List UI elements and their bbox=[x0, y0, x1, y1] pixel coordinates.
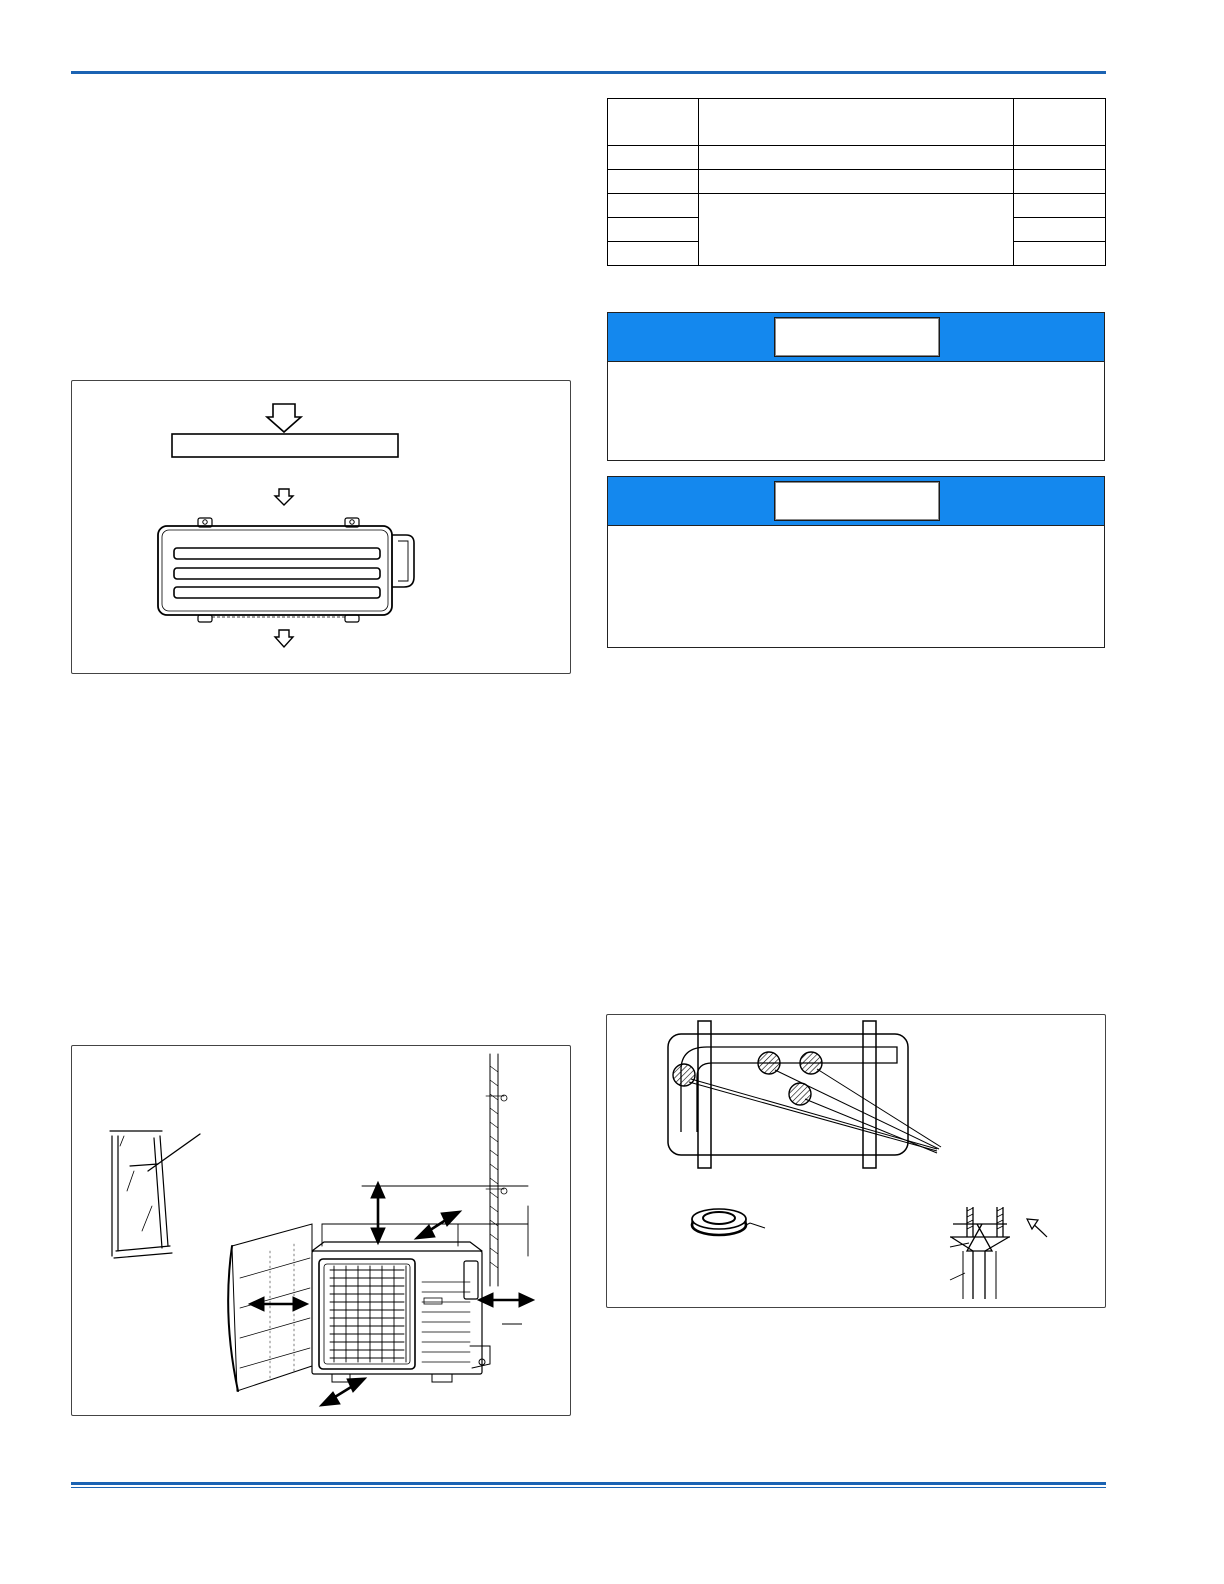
clearance-arrow-rear-icon bbox=[415, 1211, 461, 1239]
clearance-arrow-left-icon bbox=[249, 1297, 308, 1311]
flare-fitting-icon bbox=[950, 1207, 1010, 1299]
notice-signal-word-box bbox=[774, 481, 940, 521]
window-icon bbox=[110, 1131, 172, 1258]
figure-mounting-holes-and-grommet bbox=[606, 1014, 1106, 1308]
footer-rule bbox=[71, 1482, 1106, 1485]
table-row bbox=[608, 170, 1106, 194]
outdoor-unit-drawing bbox=[72, 1046, 572, 1417]
table-merged-cell bbox=[699, 194, 1014, 266]
downspout-pipe-icon bbox=[486, 1054, 507, 1286]
table-cell bbox=[699, 146, 1014, 170]
figure-outdoor-unit-clearance bbox=[71, 1045, 571, 1416]
table-cell bbox=[1014, 194, 1106, 218]
table-cell bbox=[608, 242, 699, 266]
indoor-unit-icon bbox=[158, 518, 414, 622]
table-cell bbox=[608, 218, 699, 242]
clearance-arrow-top-icon bbox=[371, 1182, 385, 1244]
grommet-icon bbox=[692, 1209, 765, 1235]
bracket-right bbox=[863, 1021, 876, 1168]
table-cell bbox=[608, 99, 699, 146]
mounting-plate bbox=[668, 1034, 908, 1155]
mounting-plate-drawing bbox=[607, 1015, 1107, 1309]
table-cell bbox=[1014, 170, 1106, 194]
table-cell bbox=[1014, 218, 1106, 242]
outdoor-unit-icon bbox=[312, 1242, 490, 1382]
airflow-down-arrow-small-icon bbox=[275, 489, 293, 505]
mounting-hole-3 bbox=[800, 1052, 822, 1074]
table-cell bbox=[1014, 99, 1106, 146]
notice-box-2 bbox=[607, 476, 1105, 648]
table-cell bbox=[1014, 146, 1106, 170]
notice-signal-word-box bbox=[774, 317, 940, 357]
bracket-left bbox=[698, 1021, 711, 1168]
table-cell bbox=[608, 194, 699, 218]
hole-leader-lines bbox=[689, 1069, 941, 1153]
table-row bbox=[608, 194, 1106, 218]
rotate-arrow-icon bbox=[1027, 1219, 1047, 1237]
table-header-row bbox=[608, 99, 1106, 146]
airflow-down-arrow-large-icon bbox=[267, 404, 301, 432]
notice-band bbox=[608, 313, 1104, 362]
window-leader-line bbox=[148, 1134, 200, 1171]
table-cell bbox=[608, 170, 699, 194]
ceiling-bar bbox=[172, 434, 398, 457]
mounting-holes bbox=[673, 1052, 822, 1105]
notice-band bbox=[608, 477, 1104, 526]
header-rule bbox=[71, 71, 1106, 74]
rear-wall bbox=[322, 1186, 528, 1256]
table-cell bbox=[1014, 242, 1106, 266]
clearance-table bbox=[607, 98, 1106, 266]
table-cell bbox=[699, 170, 1014, 194]
footer-rule-thin bbox=[71, 1487, 1106, 1488]
indoor-unit-drawing bbox=[72, 381, 572, 675]
airflow-down-arrow-bottom-icon bbox=[275, 630, 293, 647]
plate-channel bbox=[681, 1047, 897, 1132]
table-cell bbox=[608, 146, 699, 170]
figure-indoor-unit-airflow bbox=[71, 380, 571, 674]
table-cell bbox=[699, 99, 1014, 146]
clearance-arrow-right-icon bbox=[478, 1293, 534, 1307]
notice-box-1 bbox=[607, 312, 1105, 461]
table-row bbox=[608, 146, 1106, 170]
